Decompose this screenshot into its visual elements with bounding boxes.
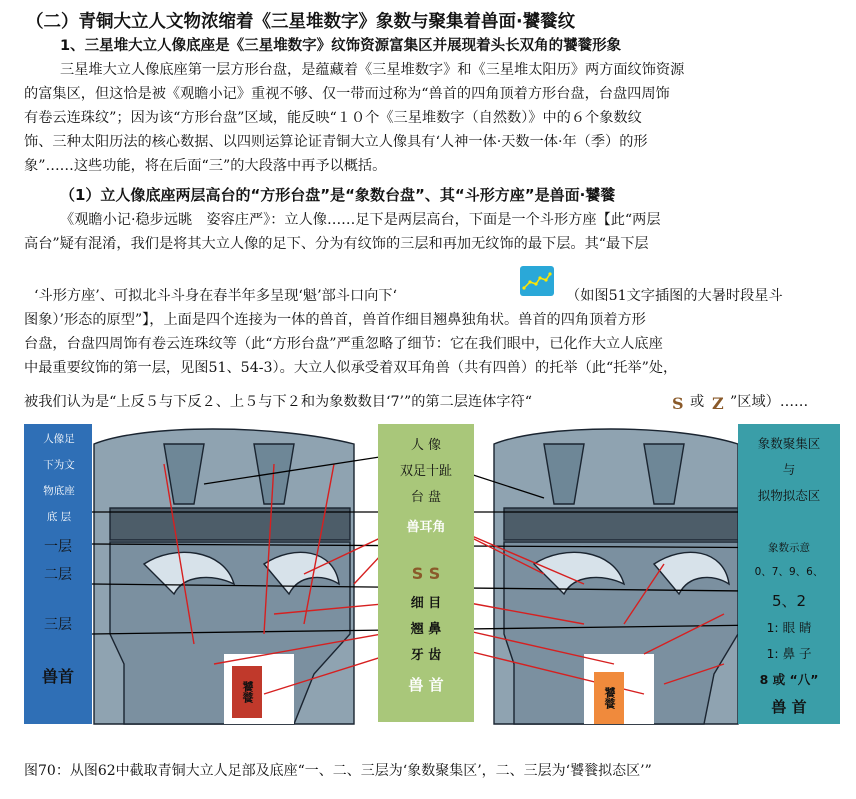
- paragraph-line: 象”……这些功能，将在后面“三”的大段落中再予以概括。: [24, 158, 387, 174]
- nose-label: 1: 鼻 子: [766, 646, 812, 661]
- eyes-label: 1: 眼 睛: [766, 620, 812, 635]
- paragraph-line: 图象）’形态的原型”】，上面是四个连接为一体的兽首，兽首作细目翘鼻独角状。兽首的四角顶着方形: [24, 312, 646, 328]
- ear-horn-label: 兽耳角: [406, 520, 446, 535]
- layer-1-label: 一层: [44, 539, 72, 555]
- left-panel-line: 下为文: [43, 459, 75, 471]
- paragraph-line: 台盘，台盘四周饰有卷云连珠纹等（此“方形台盘”严重忽略了细节：它在我们眼中，已化作大立人底座: [24, 336, 663, 352]
- middle-label: 双足十趾: [399, 464, 452, 479]
- paragraph-line: 《观瞻小记·稳步远眺 姿容庄严》：立人像……足下是两层高台，下面是一个斗形方座【此“两层: [60, 212, 661, 228]
- paragraph-line: 被我们认为是“上反５与下反２、上５与下２和为象数数目‘7’”的第二层连体字符“: [24, 394, 532, 410]
- paragraph-line: ‘斗形方座’、可拟北斗斗身在春半年多呈现‘魁’部斗口向下‘: [34, 288, 398, 304]
- left-panel-line: 底 层: [46, 511, 72, 523]
- number-list: 0、7、9、6、: [754, 566, 824, 578]
- left-label-panel: [24, 424, 92, 724]
- middle-label: 翘 鼻: [410, 622, 442, 637]
- paragraph-line: 或: [690, 394, 705, 410]
- subsection-title: （1）立人像底座两层高台的“方形台盘”是“象数台盘”、其“斗形方座”是兽面·饕餮: [60, 186, 616, 204]
- middle-label: 牙 齿: [410, 648, 442, 663]
- right-title: 象数聚集区: [757, 436, 821, 451]
- middle-label: 兽 首: [408, 676, 444, 694]
- middle-label-panel: [378, 424, 474, 722]
- subsection-heading: 1、三星堆大立人像底座是《三星堆数字》纹饰资源富集区并展现着头长双角的饕餮形象: [60, 38, 622, 54]
- paragraph-line: （如图51文字插图的大暑时段星斗: [566, 288, 783, 304]
- paragraph-line: ”区域）……: [730, 394, 809, 410]
- right-label-panel: [738, 424, 840, 724]
- section-heading: （二）青铜大立人文物浓缩着《三星堆数字》象数与聚集着兽面·饕餮纹: [26, 12, 576, 32]
- paragraph-line: 有卷云连珠纹”；因为该“方形台盘”区域，能反映“１０个《三星堆数字（自然数）》中的６个象数纹: [24, 110, 642, 126]
- middle-label: 人 像: [410, 438, 442, 453]
- number-label: 象数示意: [768, 542, 810, 554]
- figure-caption: 图70：从图62中截取青铜大立人足部及底座“一、二、三层为‘象数聚集区’，二、三层为‘饕餮拟态区’”: [24, 763, 652, 779]
- right-title: 拟物拟态区: [757, 488, 821, 503]
- glyph-pair-icon: S S: [411, 564, 441, 583]
- left-panel-line: 物底座: [43, 485, 75, 497]
- paragraph-line: 中最重要纹饰的第一层，见图51、54-3）。大立人似承受着双耳角兽（共有四兽）的托举（此“托举”处，: [24, 360, 678, 376]
- big-dipper-thumbnail: [520, 266, 554, 296]
- glyph-s-icon: S: [672, 394, 684, 413]
- paragraph-line: 饰、三种太阳历法的核心数据、以四则运算论证青铜大立人像具有‘人神一体·天数一体·年（季）的形: [24, 134, 648, 150]
- paragraph-line: 三星堆大立人像底座第一层方形台盘，是蕴藏着《三星堆数字》和《三星堆太阳历》两方面纹饰资源: [60, 62, 685, 78]
- taotie-tag-left: 饕餮: [232, 666, 262, 718]
- beast-head-label: 兽首: [41, 667, 74, 686]
- eight-label: 8 或 “八”: [759, 672, 819, 687]
- right-title: 与: [782, 462, 796, 477]
- paragraph-line: 高台”疑有混淆，我们是将其大立人像的足下、分为有纹饰的三层和再加无纹饰的最下层。其“最下层: [24, 236, 649, 252]
- middle-label: 台 盘: [410, 490, 442, 505]
- layer-2-label: 二层: [44, 567, 72, 583]
- layer-3-label: 三层: [44, 617, 72, 633]
- glyph-z-icon: Z: [712, 394, 724, 413]
- figure-70: [24, 424, 840, 734]
- number-list: 5、2: [771, 592, 807, 610]
- middle-label: 细 目: [410, 596, 442, 611]
- beast-head-label: 兽 首: [771, 698, 807, 716]
- left-panel-line: 人像足: [43, 433, 75, 445]
- paragraph-line: 的富集区，但这恰是被《观瞻小记》重视不够、仅一带而过称为“兽首的四角顶着方形台盘，台盘四周饰: [24, 86, 670, 102]
- taotie-tag-right: 饕餮: [594, 672, 624, 724]
